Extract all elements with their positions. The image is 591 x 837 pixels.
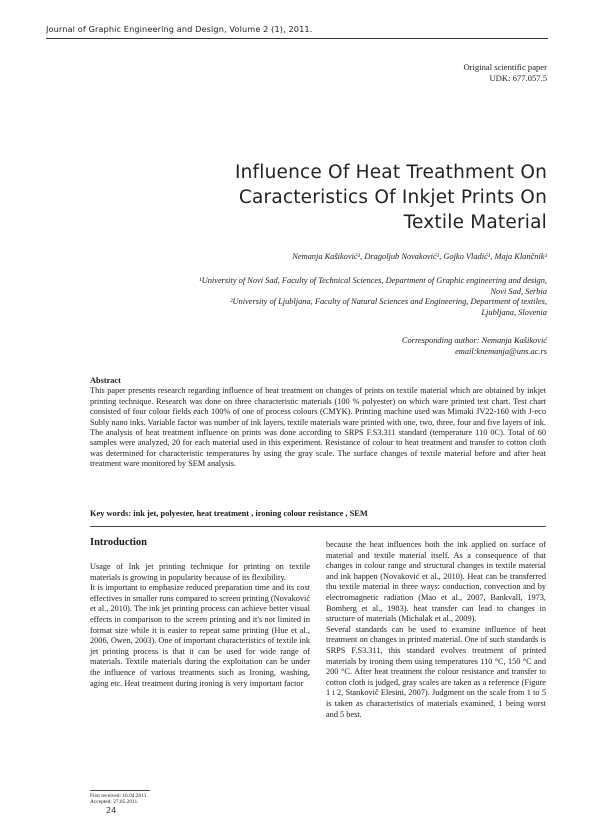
introduction-heading: Introduction <box>90 537 147 548</box>
column-left <box>90 562 310 689</box>
corresponding-author: Corresponding author: Nemanja Kašiković <box>401 336 547 345</box>
abstract-text: This paper presents research regarding influence of heat treatment on changes of prints on textile material which are obtained by inkjet printing technique. Research was done on three characteristic materials (100 % polyester) on which ware printed test chart. Test chart consisted of four colour fields each 100% of one of process colours (CMYK). Printing machine used was Mimaki JV22-160 with J-eco Subly nano inks. Variable factor was number of ink layers, textile materials ware printed with one, two, three, four and five layers of ink. The analysis of heat treatment influence on prints was done according to SRPS F.S3.311 standard (temperature 110 0C). Total of 60 samples were analyzed, 20 for each material used in this experiment. Resistance of colour to heat treatment and transfer to cotton cloth was determined for characteristic temperatures by using the gray scale. The surface changes of textile material before and after heat treatment ware monitored by SEM analysis. <box>90 386 546 469</box>
intro-paragraph-3: because the heat influences both the ink applied on surface of material and textile material itself. As a consequence of that changes in colour range and structural changes in textile material and ink happen (Novaković et al., 2010). Heat can be transferred thu textile material in three ways: conduction, convection and by electromagnetic radiation (Mao et al., 2007, Bankvall, 1973, Bomberg et al., 1983). heat transfer can lead to changes in structure of materials (Michalak et al., 2009). <box>326 540 546 624</box>
header-rule <box>46 38 548 39</box>
title-line-3: Textile Material <box>403 212 547 233</box>
paper-udk: UDK: 677.057.5 <box>489 72 547 83</box>
footnote <box>90 793 148 806</box>
affiliation-1-line-2: Novi Sad, Serbia <box>490 286 547 296</box>
paper-type: Original scientific paper <box>463 62 547 72</box>
column-right <box>326 540 546 720</box>
paper-type-block <box>463 62 547 83</box>
corresponding-email[interactable]: email:knemanja@uns.ac.rs <box>455 346 547 356</box>
affiliation-1-line-1: ¹University of Novi Sad, Faculty of Technical Sciences, Department of Graphic engineering and design, <box>199 276 547 285</box>
page-number: 24 <box>106 806 117 815</box>
affiliation-2-line-1: ²University of Ljubljana, Faculty of Natural Sciences and Engineering, Department of textiles, <box>230 297 547 307</box>
title-line-2: Caracteristics Of Inkjet Prints On <box>238 187 547 208</box>
authors: Nemanja Kašiković¹, Dragoljub Novaković¹, Gojko Vladić¹, Maja Klančnik² <box>292 252 547 261</box>
correspondence <box>402 336 547 357</box>
abstract <box>90 376 546 470</box>
footnote-accepted: Accepted: 27.05.2011. <box>90 799 139 806</box>
affiliation-2-line-2: Ljubljana, Slovenia <box>481 307 547 317</box>
title-line-1: Influence Of Heat Treathment On <box>234 162 547 183</box>
footnote-received: First received: 16.04.2011. <box>90 793 148 799</box>
intro-paragraph-4: Several standards can be used to examine influence of heat treatment on changes in printed material. One of such standards is SRPS F.S3.311, this standard evolves treatment of printed materials by ironing them using temperatures 110 °C, 150 °C and 200 °C. After heat treatment the colour resistance and transfer to cotton cloth is judged, gray scales are taken as a reference (Figure 1 i 2, Stankovič Elesini, 2007). Judgment on the scale from 1 to 5 is taken as characteristics of materials examined, 1 being worst and 5 best. <box>326 624 546 719</box>
keywords: Key words: ink jet, polyester, heat treatment , ironing colour resistance , SEM <box>90 509 368 518</box>
intro-paragraph-1: Usage of Ink jet printing technique for printing on textile materials is growing in popularity because of its flexibility. <box>90 562 310 582</box>
affiliations <box>117 276 547 318</box>
paper-title <box>187 160 547 235</box>
keywords-rule <box>90 526 546 527</box>
journal-header: Journal of Graphic Engineering and Design, Volume 2 (1), 2011. <box>46 24 313 34</box>
footnote-rule <box>90 790 150 791</box>
intro-paragraph-2: It is important to emphasize reduced preparation time and its cost effectives in smaller runs compared to screen printing (Novaković et al., 2010). The ink jet printing process can achieve better visual effects in comparison to the screen printing and it's not limited in format size while it is easier to repeat same printing (Hue et al., 2006, Owen, 2003). One of important characteristics of textile ink jet printing process is that it can be used for wide range of materials. Textile materials during the exploitation can be under the influence of various treatments such as Ironing, washing, aging etc. Heat treatment during ironing is very important factor <box>90 583 310 688</box>
abstract-heading: Abstract <box>90 376 121 385</box>
